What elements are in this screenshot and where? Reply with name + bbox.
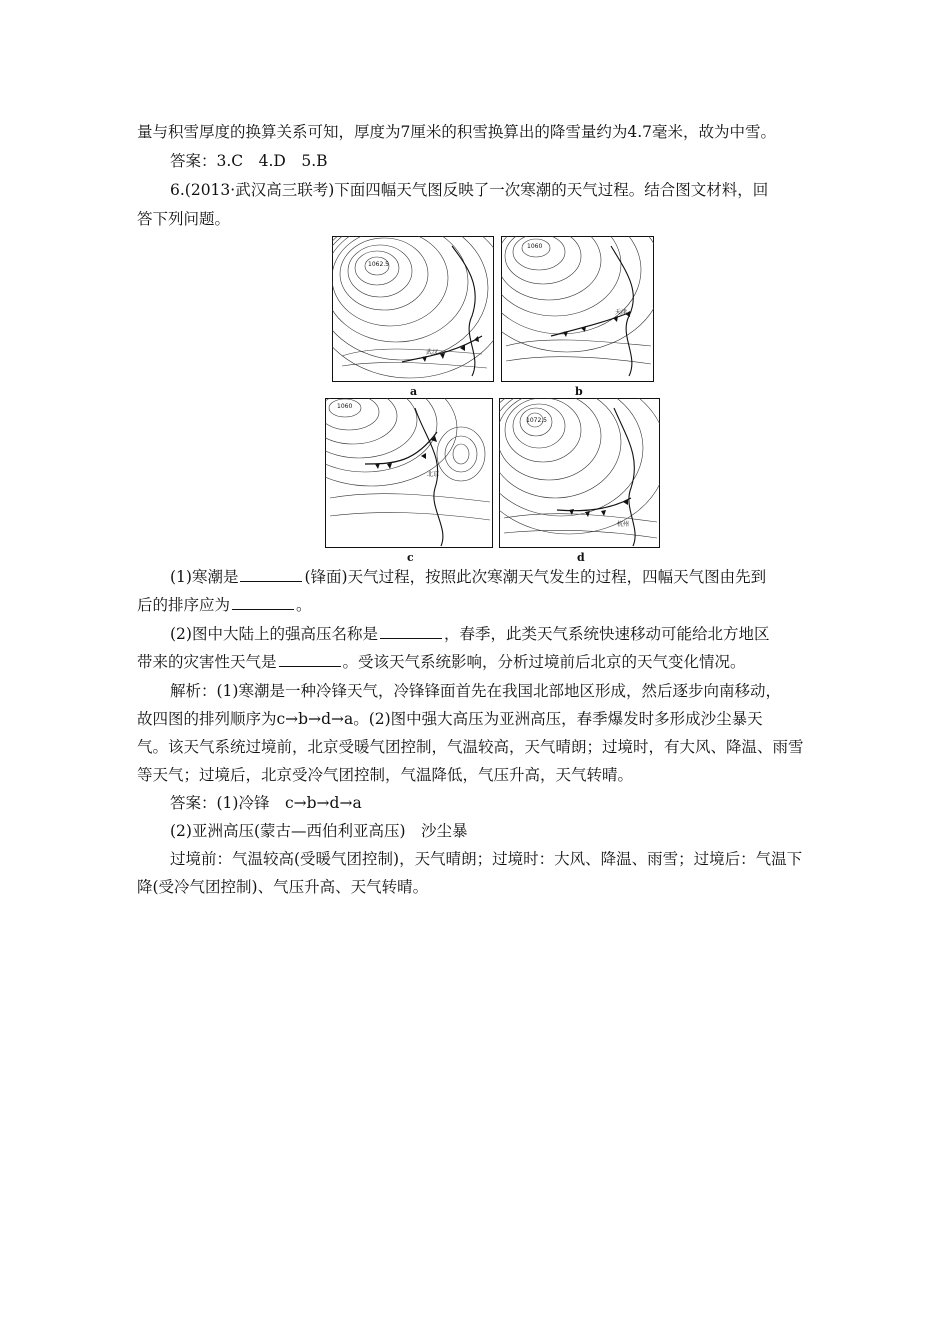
city-label: 杭州 bbox=[617, 521, 630, 528]
text-fragment: (锋面)天气过程，按照此次寒潮天气发生的过程，四幅天气图由先到 bbox=[304, 568, 767, 586]
map-label-c: c bbox=[407, 551, 414, 564]
answer-blank bbox=[240, 566, 302, 582]
answer-blank bbox=[232, 594, 294, 610]
map-label-b: b bbox=[575, 385, 583, 398]
weather-map-d bbox=[499, 398, 660, 548]
answer-line: 降(受冷气团控制)、气压升高、天气转晴。 bbox=[137, 878, 429, 896]
question-2-line bbox=[137, 651, 746, 673]
text-fragment: 。 bbox=[296, 596, 312, 614]
answer-line: (2)亚洲高压(蒙古—西伯利亚高压) 沙尘暴 bbox=[170, 822, 468, 840]
text-fragment: (2)图中大陆上的强高压名称是 bbox=[170, 625, 378, 643]
analysis-line: 故四图的排列顺序为c→b→d→a。(2)图中强大高压为亚洲高压，春季爆发时多形成沙尘暴天 bbox=[137, 710, 763, 728]
city-label: 天津 bbox=[615, 309, 628, 316]
analysis-line: 等天气；过境后，北京受冷气团控制，气温降低，气压升高，天气转晴。 bbox=[137, 766, 634, 784]
weather-map-c bbox=[325, 398, 493, 548]
text-line: 答下列问题。 bbox=[137, 210, 231, 228]
question-heading: 6.(2013·武汉高三联考)下面四幅天气图反映了一次寒潮的天气过程。结合图文材料，回 bbox=[170, 181, 769, 199]
answer-line: 答案：3.C 4.D 5.B bbox=[170, 152, 328, 170]
answer-blank bbox=[279, 651, 341, 667]
question-1-line bbox=[170, 566, 766, 588]
city-label: 武汉 bbox=[426, 349, 439, 356]
text-fragment: 带来的灾害性天气是 bbox=[137, 653, 277, 671]
weather-map-b bbox=[501, 236, 654, 382]
text-fragment: 。受该天气系统影响，分析过境前后北京的天气变化情况。 bbox=[342, 653, 746, 671]
question-2-line bbox=[170, 623, 769, 645]
pressure-label: 1060 bbox=[337, 403, 353, 410]
answer-line: 答案：(1)冷锋 c→b→d→a bbox=[170, 794, 362, 812]
text-fragment: ，春季，此类天气系统快速移动可能给北方地区 bbox=[443, 625, 770, 643]
text-fragment: (1)寒潮是 bbox=[170, 568, 239, 586]
map-label-a: a bbox=[410, 385, 418, 398]
answer-blank bbox=[380, 623, 442, 639]
city-label: 北京 bbox=[427, 471, 440, 478]
question-1-line bbox=[137, 594, 312, 616]
pressure-label: 1072.5 bbox=[526, 417, 547, 424]
pressure-label: 1062.5 bbox=[368, 261, 389, 268]
pressure-label: 1060 bbox=[527, 243, 543, 250]
text-fragment: 后的排序应为 bbox=[137, 596, 231, 614]
map-label-d: d bbox=[577, 551, 585, 564]
analysis-line: 气。该天气系统过境前，北京受暖气团控制，气温较高，天气晴朗；过境时，有大风、降温、雨雪 bbox=[137, 738, 804, 756]
text-line: 量与积雪厚度的换算关系可知，厚度为7厘米的积雪换算出的降雪量约为4.7毫米，故为中雪。 bbox=[137, 123, 777, 141]
analysis-line: 解析：(1)寒潮是一种冷锋天气，冷锋锋面首先在我国北部地区形成，然后逐步向南移动， bbox=[170, 682, 781, 700]
weather-map-a bbox=[332, 236, 494, 382]
answer-line: 过境前：气温较高(受暖气团控制)，天气晴朗；过境时：大风、降温、雨雪；过境后：气温下 bbox=[170, 850, 803, 868]
